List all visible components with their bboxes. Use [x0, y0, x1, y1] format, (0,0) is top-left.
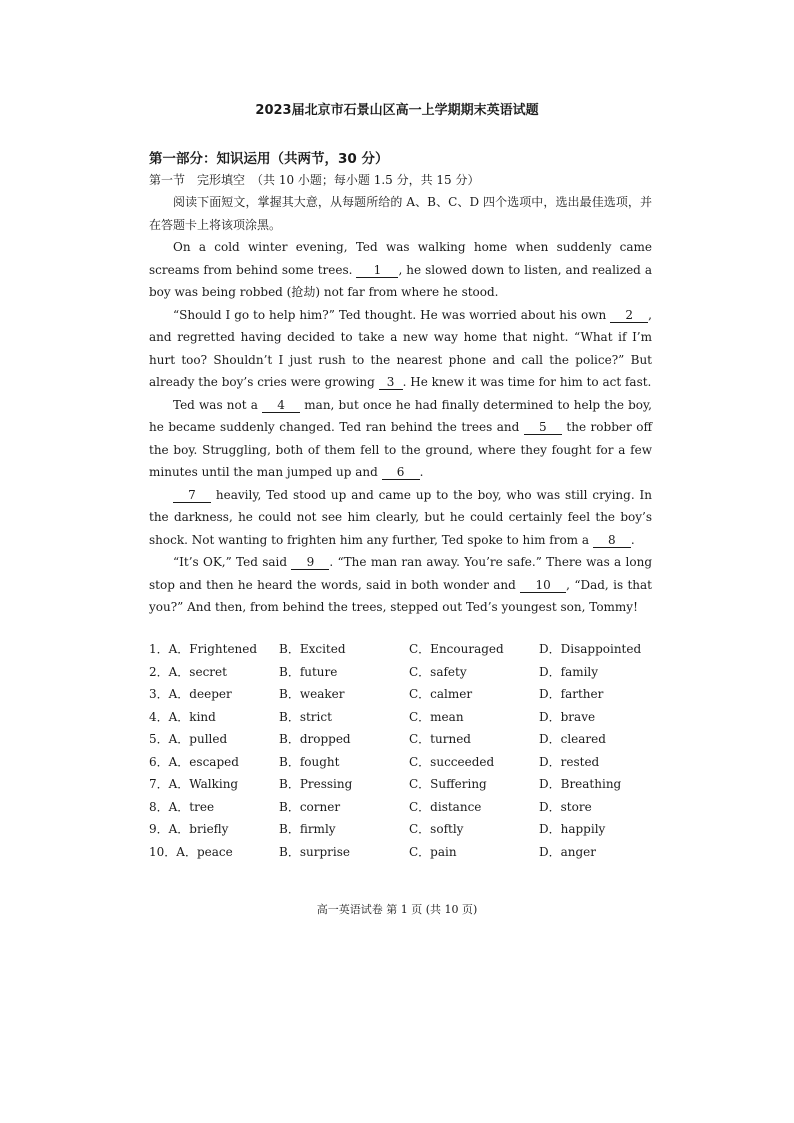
passage-paragraph-1 — [149, 236, 652, 304]
option-c: C．softly — [409, 822, 464, 836]
paragraph-text: , he slowed down to listen, and realized a boy was being robbed (抢劫) not far from where he stood. — [149, 262, 652, 299]
option-a — [149, 753, 239, 770]
paragraph-text: , and regretted having decided to take a new way home that night. “What if I’m hurt too? Shouldn’t I just rush to the nearest phone and call the police?” But already the boy’s cries were growing — [149, 307, 652, 389]
paragraph-text: . — [630, 532, 635, 547]
option-text: A．kind — [168, 709, 216, 724]
passage-paragraph-2 — [149, 304, 652, 394]
option-d: D．family — [539, 664, 599, 679]
option-text: A．tree — [168, 799, 215, 814]
option-b: B．Excited — [279, 642, 346, 656]
option-text: A．secret — [168, 664, 227, 679]
paragraph-text: . — [419, 465, 424, 479]
question-row — [149, 730, 659, 753]
option-text: A．briefly — [168, 822, 229, 836]
blank-1: 1 — [356, 264, 398, 278]
question-number: 3． — [149, 687, 169, 701]
option-d: D．Breathing — [539, 777, 622, 791]
paragraph-text: man, but once he had finally determined to help the boy, he became suddenly changed. Ted ran behind the trees and — [149, 397, 652, 434]
option-b: B．strict — [279, 709, 332, 724]
question-row — [149, 663, 659, 686]
question-number: 10． — [149, 844, 177, 859]
option-text: A．escaped — [168, 754, 239, 769]
option-a — [149, 708, 216, 725]
option-d: D．cleared — [539, 732, 606, 746]
blank-3: 3 — [379, 376, 403, 390]
question-row — [149, 843, 659, 866]
page-title: 2023届北京市石景山区高一上学期期末英语试题 — [255, 103, 539, 118]
paragraph-text: On a cold winter evening, Ted was walking home when suddenly came screams from behind some trees. — [149, 240, 652, 277]
question-number: 5． — [149, 732, 169, 746]
option-text: A．Walking — [168, 777, 239, 791]
option-d: D．store — [539, 799, 592, 814]
paragraph-text: , “Dad, is that you?” And then, from behind the trees, stepped out Ted’s youngest son, Tommy! — [149, 577, 652, 614]
blank-7: 7 — [173, 489, 211, 503]
option-a — [149, 775, 238, 792]
option-a — [149, 820, 228, 837]
option-text: A．deeper — [168, 687, 232, 701]
question-number: 2． — [149, 664, 169, 679]
option-c: C．succeeded — [409, 754, 495, 769]
option-b: B．fought — [279, 754, 340, 769]
subsection-heading: 第一节 完形填空 （共 10 小题；每小题 1.5 分，共 15 分） — [149, 173, 480, 187]
option-d: D．brave — [539, 709, 596, 724]
option-text: A．pulled — [168, 732, 228, 746]
option-c: C．calmer — [409, 687, 473, 701]
option-c: C．mean — [409, 709, 464, 724]
question-row — [149, 640, 659, 663]
blank-6: 6 — [382, 466, 420, 480]
instruction-paragraph: 阅读下面短文，掌握其大意，从每题所给的 A、B、C、D 四个选项中，选出最佳选项，并在答题卡上将该项涂黑。 — [149, 195, 652, 232]
blank-9: 9 — [291, 556, 329, 570]
passage-paragraph-3 — [149, 394, 652, 484]
question-row — [149, 798, 659, 821]
paragraph-text: . “The man ran away. You’re safe.” There was a long stop and then he heard the words, said in both wonder and — [149, 555, 653, 592]
blank-4: 4 — [262, 399, 300, 413]
option-c: C．distance — [409, 799, 482, 814]
question-row — [149, 753, 659, 776]
question-number: 6． — [149, 754, 169, 769]
page-footer: 高一英语试卷 第 1 页 (共 10 页) — [316, 903, 478, 916]
option-d: D．anger — [539, 844, 597, 859]
option-a — [149, 843, 233, 860]
option-c: C．pain — [409, 844, 457, 859]
option-c: C．Encouraged — [409, 642, 504, 656]
cloze-passage — [149, 191, 652, 619]
option-d: D．Disappointed — [539, 642, 642, 656]
question-row — [149, 685, 659, 708]
question-number: 9． — [149, 822, 169, 836]
option-a — [149, 730, 227, 747]
blank-8: 8 — [593, 534, 631, 548]
paragraph-text: “Should I go to help him?” Ted thought. He was worried about his own — [173, 307, 607, 322]
passage-paragraph-5 — [149, 551, 652, 619]
paragraph-text: heavily, Ted stood up and came up to the boy, who was still crying. In the darkness, he could not see him clearly, but he could certainly feel the boy’s shock. Not wanting to frighten him any further, Ted spoke to him from a — [149, 487, 652, 547]
option-b: B．firmly — [279, 822, 336, 836]
blank-5: 5 — [524, 421, 562, 435]
option-c: C．safety — [409, 664, 467, 679]
blank-10: 10 — [520, 579, 566, 593]
answer-options — [149, 640, 659, 865]
option-b: B．surprise — [279, 844, 350, 859]
section-heading: 第一部分：知识运用（共两节，30 分） — [149, 151, 389, 167]
paragraph-text: . He knew it was time for him to act fast. — [402, 375, 652, 389]
option-b: B．corner — [279, 799, 341, 814]
option-b: B．future — [279, 664, 338, 679]
paragraph-text: “It’s OK,” Ted said — [173, 555, 288, 569]
option-a — [149, 640, 257, 657]
option-c: C．turned — [409, 732, 471, 746]
option-text: A．Frightened — [168, 642, 258, 656]
option-a — [149, 663, 227, 680]
question-number: 7． — [149, 777, 169, 791]
question-row — [149, 708, 659, 731]
question-row — [149, 820, 659, 843]
passage-paragraph-4 — [149, 484, 652, 552]
question-number: 8． — [149, 799, 169, 814]
option-d: D．farther — [539, 687, 604, 701]
option-a — [149, 685, 232, 702]
question-row — [149, 775, 659, 798]
option-d: D．happily — [539, 822, 606, 836]
option-d: D．rested — [539, 754, 600, 769]
paragraph-text: the robber off the boy. Struggling, both of them fell to the ground, where they fought for a few minutes until the man jumped up and — [149, 420, 652, 479]
option-c: C．Suffering — [409, 777, 487, 791]
question-number: 1． — [149, 642, 169, 656]
option-b: B．weaker — [279, 687, 345, 701]
option-b: B．Pressing — [279, 777, 353, 791]
option-a — [149, 798, 214, 815]
blank-2: 2 — [610, 309, 648, 323]
option-text: A．peace — [176, 844, 233, 859]
option-b: B．dropped — [279, 732, 351, 746]
question-number: 4． — [149, 709, 169, 724]
paragraph-text: Ted was not a — [173, 397, 258, 412]
